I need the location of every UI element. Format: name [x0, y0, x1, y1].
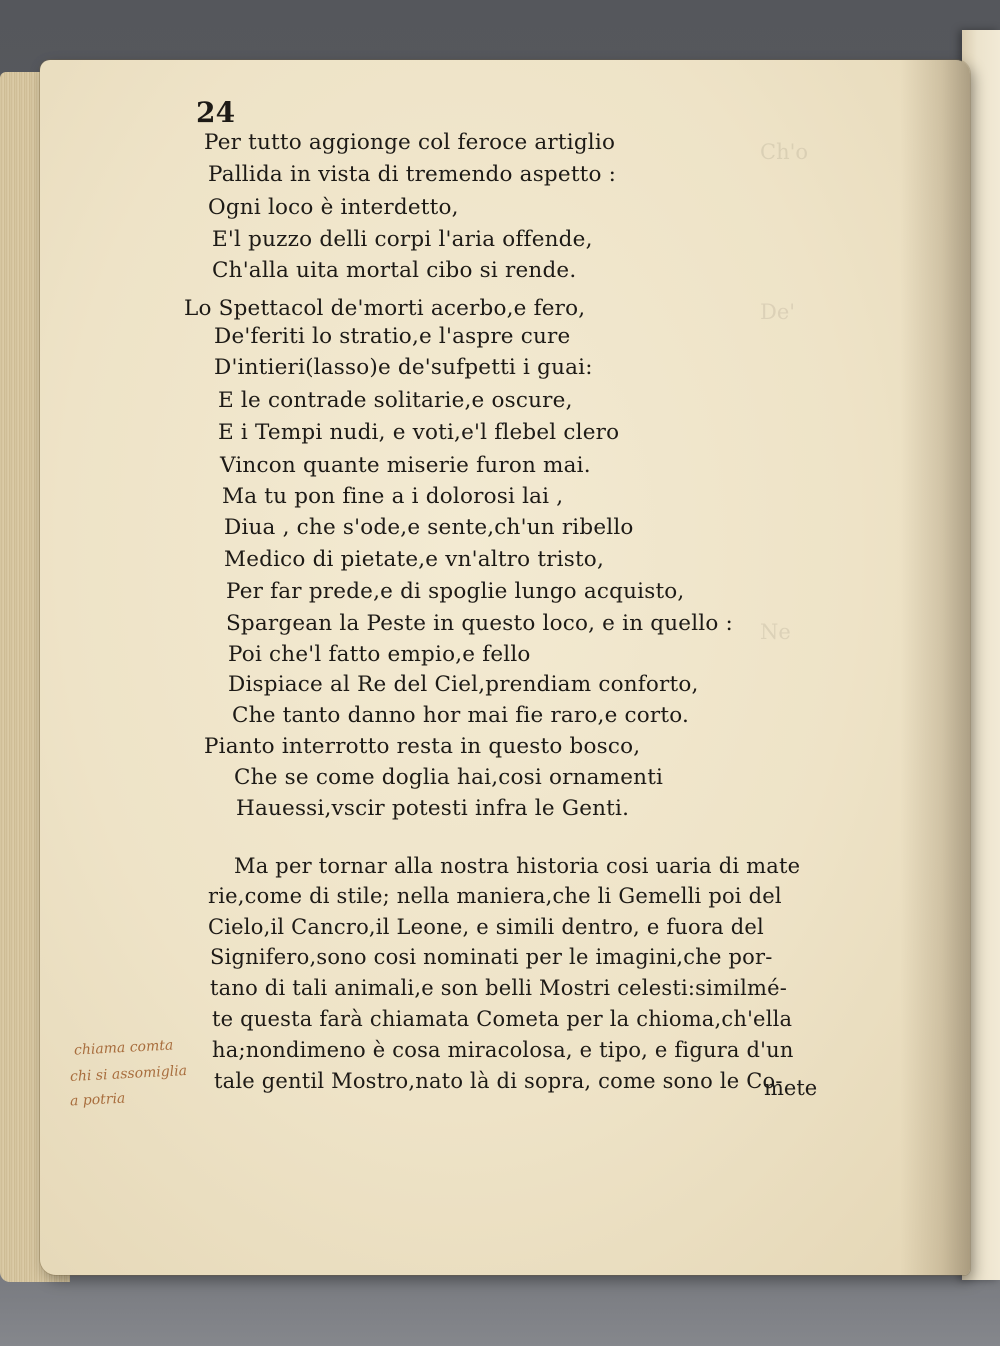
verse-line: Lo Spettacol de'morti acerbo,e fero, [184, 296, 586, 321]
verse-line: Che se come doglia hai,cosi ornamenti [234, 765, 664, 790]
prose-line: tano di tali animali,e son belli Mostri celesti:similmé- [210, 976, 788, 1000]
prose-line: ha;nondimeno è cosa miracolosa, e tipo, e figura d'un [212, 1038, 794, 1062]
verse-line: E'l puzzo delli corpi l'aria offende, [212, 227, 593, 252]
verse-line: Hauessi,vscir potesti infra le Genti. [236, 796, 630, 821]
verse-line: Pallida in vista di tremendo aspetto : [208, 162, 617, 187]
marginal-note: chi si assomiglia [69, 1062, 188, 1086]
prose-line: Signifero,sono cosi nominati per le imagini,che por- [210, 945, 773, 969]
verse-line: E i Tempi nudi, e voti,e'l flebel clero [218, 420, 620, 445]
prose-line: tale gentil Mostro,nato là di sopra, come sono le Co- [214, 1069, 783, 1093]
verse-line: Dispiace al Re del Ciel,prendiam conforto, [228, 672, 699, 697]
verse-line: Medico di pietate,e vn'altro tristo, [224, 547, 604, 572]
show-through: Ne [760, 620, 791, 644]
show-through: Ch'o [760, 140, 809, 164]
page-number: 24 [196, 96, 236, 129]
verse-line: Diua , che s'ode,e sente,ch'un ribello [224, 515, 634, 540]
verse-line: Ch'alla uita mortal cibo si rende. [212, 258, 577, 283]
gutter-shadow [900, 60, 970, 1275]
prose-line: te questa farà chiamata Cometa per la chioma,ch'ella [212, 1007, 793, 1031]
verse-line: De'feriti lo stratio,e l'aspre cure [214, 324, 571, 349]
verse-line: Pianto interrotto resta in questo bosco, [204, 734, 641, 759]
prose-line: Cielo,il Cancro,il Leone, e simili dentro, e fuora del [208, 915, 764, 939]
verse-line: Per tutto aggionge col feroce artiglio [204, 130, 616, 155]
verse-line: D'intieri(lasso)e de'sufpetti i guai: [214, 355, 593, 380]
prose-line: Ma per tornar alla nostra historia cosi uaria di mate [234, 854, 801, 878]
marginal-note: a potria [69, 1090, 126, 1110]
verse-line: Vincon quante miserie furon mai. [220, 453, 591, 478]
verse-line: Poi che'l fatto empio,e fello [228, 642, 531, 667]
verse-line: Che tanto danno hor mai fie raro,e corto. [232, 703, 690, 728]
verse-line: Ma tu pon fine a i dolorosi lai , [222, 484, 564, 509]
show-through: De' [760, 300, 796, 324]
catchword: mete [764, 1076, 818, 1100]
verse-line: Per far prede,e di spoglie lungo acquisto, [226, 579, 685, 604]
prose-line: rie,come di stile; nella maniera,che li Gemelli poi del [208, 884, 782, 908]
verse-line: Ogni loco è interdetto, [208, 195, 459, 220]
verse-line: Spargean la Peste in questo loco, e in quello : [226, 611, 733, 636]
verse-line: E le contrade solitarie,e oscure, [218, 388, 573, 413]
marginal-note: chiama comta [73, 1037, 174, 1059]
